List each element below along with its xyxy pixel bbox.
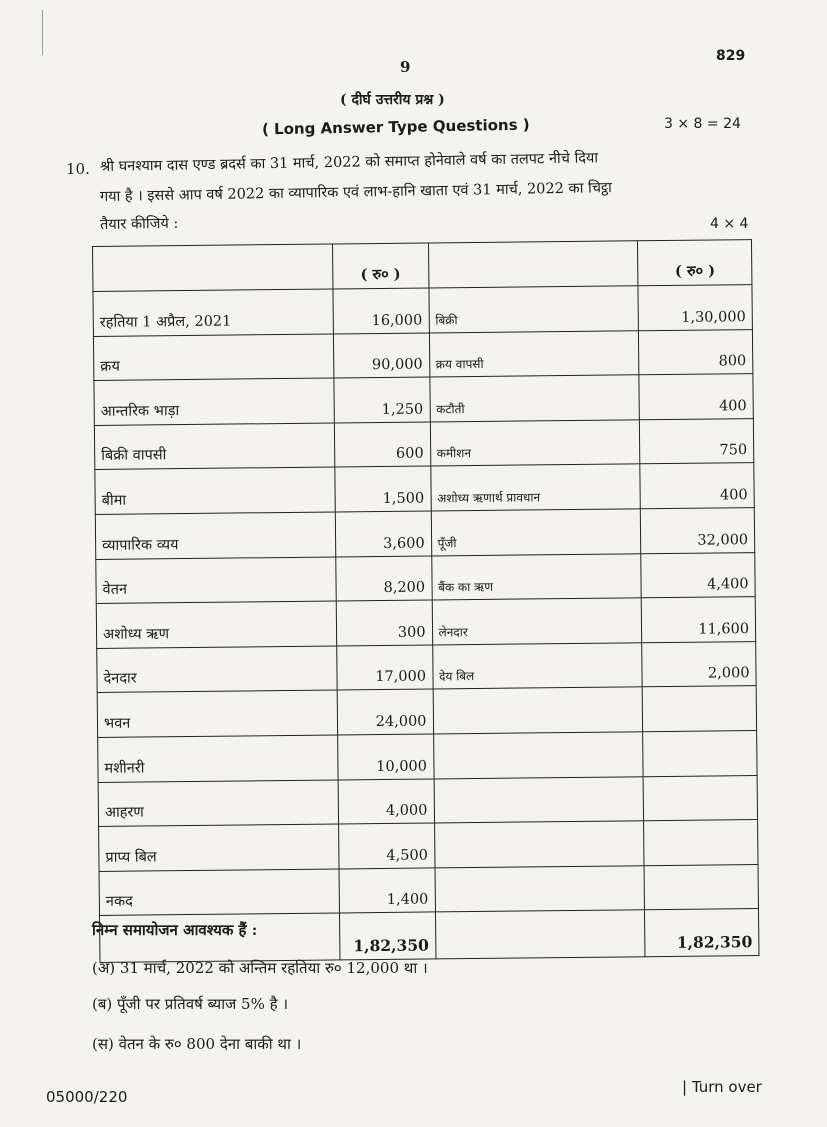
debit-item: आहरण (98, 779, 339, 826)
debit-item: अशोध्य ऋण (96, 601, 337, 648)
debit-amount: 16,000 (333, 288, 429, 334)
debit-item: देनदार (97, 646, 338, 693)
credit-amount (643, 731, 757, 777)
credit-item: लेनदार (432, 598, 642, 645)
debit-item: आन्तरिक भाड़ा (94, 378, 335, 425)
header-cell-blank (93, 244, 334, 292)
table-row (97, 641, 756, 692)
credit-amount (644, 775, 758, 821)
credit-item: बैंक का ऋण (431, 553, 641, 600)
trial-balance-table (92, 239, 759, 963)
credit-amount: 400 (639, 374, 753, 420)
table-row (99, 820, 758, 871)
table-row (97, 686, 756, 737)
adjustments-title: निम्न समायोजन आवश्यक हैं : (92, 921, 258, 939)
debit-item: व्यापारिक व्यय (95, 512, 336, 559)
debit-amount: 4,000 (338, 778, 434, 824)
debit-amount: 90,000 (334, 333, 430, 379)
section-title-hindi: ( दीर्घ उत्तरीय प्रश्न ) (340, 92, 445, 108)
credit-amount: 800 (639, 329, 753, 375)
question-number: 10. (66, 160, 90, 178)
credit-item (435, 865, 645, 912)
credit-amount: 11,600 (642, 597, 756, 643)
credit-item: पूँजी (431, 509, 641, 556)
question-text-line-2: गया है । इससे आप वर्ष 2022 का व्यापारिक एवं लाभ-हानि खाता एवं 31 मार्च, 2022 का चिट्ठा (99, 180, 612, 205)
margin-scan-mark (42, 10, 43, 55)
debit-item: बीमा (95, 467, 336, 514)
total-cell-blank (435, 910, 645, 959)
debit-item: क्रय (93, 334, 334, 381)
credit-item: अशोध्य ऋणार्थ प्रावधान (430, 464, 640, 511)
debit-amount: 3,600 (335, 511, 431, 557)
credit-amount: 750 (640, 418, 754, 464)
footer-paper-code: 05000/220 (46, 1088, 128, 1106)
turn-over-label: | Turn over (682, 1078, 762, 1096)
debit-item: नकद (99, 869, 340, 916)
credit-item (434, 776, 644, 823)
question-marks: 4 × 4 (710, 216, 749, 232)
total-debit: 1,82,350 (340, 912, 436, 960)
table-row (93, 329, 752, 380)
header-credit-amount: ( रु० ) (638, 240, 752, 286)
credit-amount (644, 864, 758, 910)
adjustment-item: (स) वेतन के रु० 800 देना बाकी था । (92, 1035, 302, 1053)
table-row (94, 374, 753, 425)
debit-amount: 1,400 (339, 868, 435, 914)
credit-amount: 1,30,000 (638, 285, 752, 331)
header-debit-amount: ( रु० ) (333, 243, 429, 289)
paper-code: 829 (716, 48, 746, 64)
total-credit: 1,82,350 (645, 909, 759, 957)
debit-item: मशीनरी (98, 735, 339, 782)
debit-amount: 1,500 (335, 466, 431, 512)
table-row (98, 731, 757, 782)
credit-amount: 2,000 (642, 641, 756, 687)
credit-amount: 32,000 (641, 508, 755, 554)
table-row (93, 285, 752, 336)
debit-amount: 4,500 (339, 823, 435, 869)
debit-amount: 8,200 (336, 556, 432, 602)
question-text-line-1: श्री घनश्याम दास एण्ड ब्रदर्स का 31 मार्च, 2022 को समाप्त होनेवाले वर्ष का तलपट नीचे दिया (99, 150, 599, 175)
table-header-row (93, 240, 752, 292)
table-row (96, 597, 755, 648)
debit-amount: 17,000 (337, 645, 433, 691)
credit-amount (643, 686, 757, 732)
credit-item (433, 687, 643, 734)
adjustment-item: (ब) पूँजी पर प्रतिवर्ष ब्याज 5% है । (92, 995, 289, 1013)
header-cell-blank (428, 241, 638, 288)
debit-item: बिक्री वापसी (94, 423, 335, 470)
credit-item: कमीशन (430, 420, 640, 467)
debit-amount: 600 (334, 422, 430, 468)
section-title-english: ( Long Answer Type Questions ) (261, 115, 530, 139)
credit-item: बिक्री (428, 286, 638, 333)
debit-item: वेतन (96, 557, 337, 604)
credit-amount: 4,400 (641, 552, 755, 598)
credit-item: क्रय वापसी (429, 330, 639, 377)
table-row (98, 775, 757, 826)
credit-item (434, 821, 644, 868)
table-row (95, 463, 754, 514)
debit-amount: 24,000 (337, 689, 433, 735)
table-row (96, 552, 755, 603)
debit-item: प्राप्य बिल (99, 824, 340, 871)
section-marks: 3 × 8 = 24 (664, 116, 741, 132)
table-row (94, 418, 753, 469)
credit-item: कटौती (429, 375, 639, 422)
credit-amount (644, 820, 758, 866)
debit-amount: 1,250 (334, 377, 430, 423)
page-number: 9 (400, 58, 411, 76)
debit-amount: 10,000 (338, 734, 434, 780)
adjustment-item: (अ) 31 मार्च, 2022 को अन्तिम रहतिया रु० 12,000 था । (92, 959, 428, 977)
table-row (95, 508, 754, 559)
question-text-line-3: तैयार कीजिये : (99, 215, 179, 233)
table-row (99, 864, 758, 915)
credit-amount: 400 (640, 463, 754, 509)
debit-amount: 300 (336, 600, 432, 646)
credit-item: देय बिल (432, 643, 642, 690)
debit-item: भवन (97, 690, 338, 737)
credit-item (433, 732, 643, 779)
debit-item: रहतिया 1 अप्रैल, 2021 (93, 289, 334, 336)
